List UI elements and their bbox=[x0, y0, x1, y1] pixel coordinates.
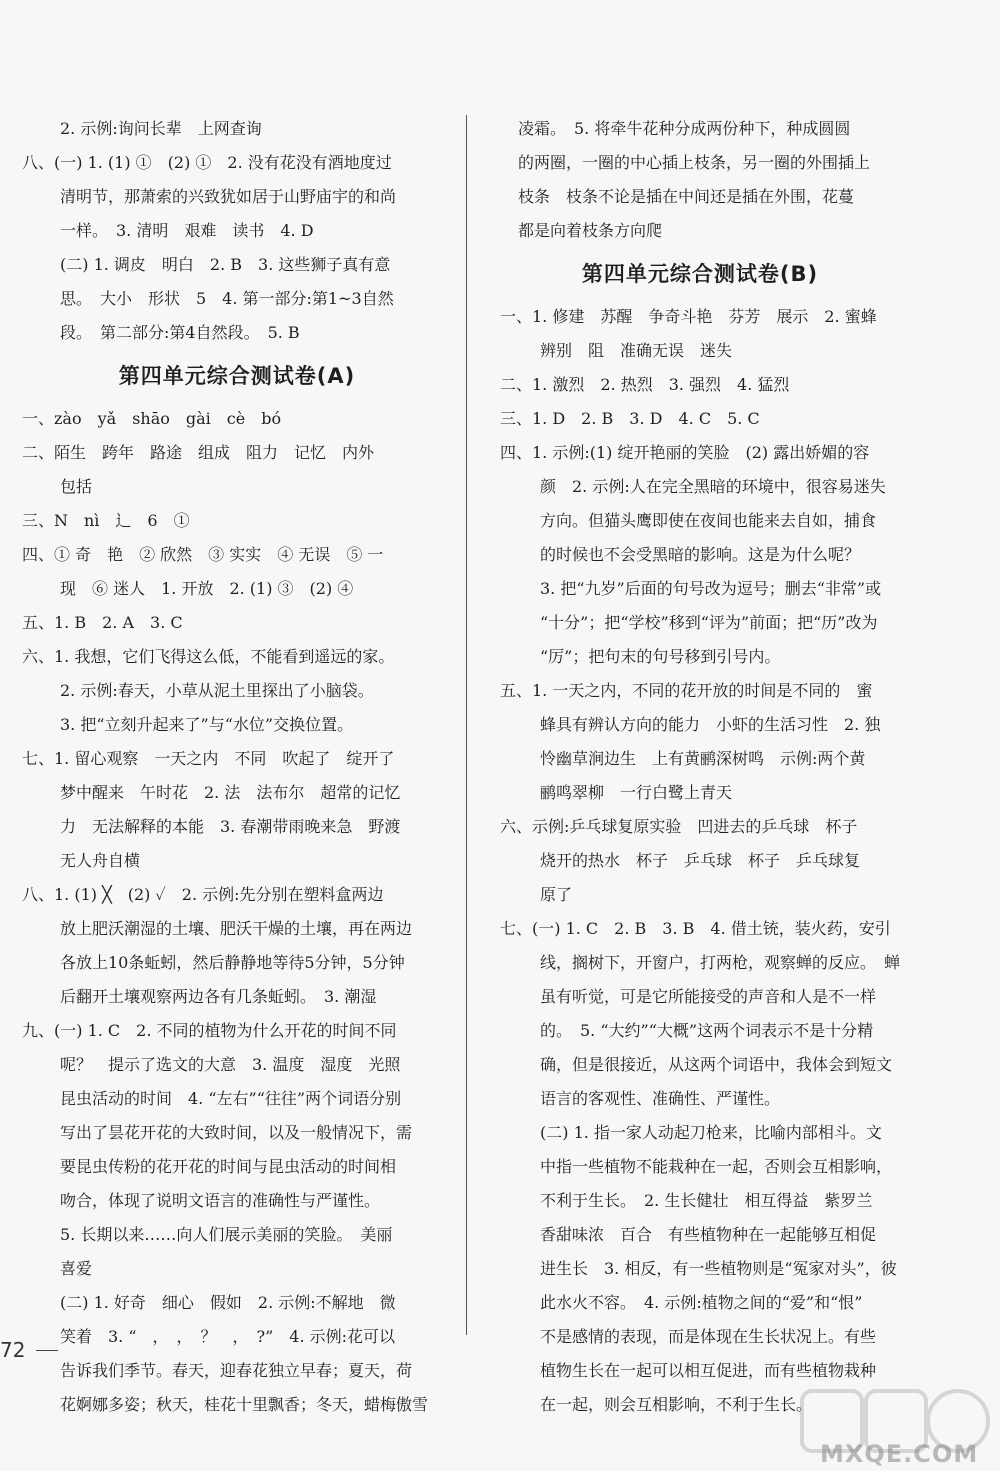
answer-line: 花婀娜多姿；秋天，桂花十里飘香；冬天，蜡梅傲雪 bbox=[60, 1395, 429, 1414]
answer-line: 一样。 3. 清明 艰难 读书 4. D bbox=[60, 221, 314, 240]
answer-line: 虽有听觉，可是它所能接受的声音和人是不一样 bbox=[540, 987, 877, 1006]
answer-line: 九、(一) 1. C 2. 不同的植物为什么开花的时间不同 bbox=[22, 1021, 397, 1040]
answer-line: 烧开的热水 杯子 乒乓球 杯子 乒乓球复 bbox=[540, 851, 861, 870]
answer-line: 后翻开土壤观察两边各有几条蚯蚓。 3. 潮湿 bbox=[60, 987, 377, 1006]
answer-line: 二、1. 激烈 2. 热烈 3. 强烈 4. 猛烈 bbox=[500, 375, 790, 394]
answer-line: 四、① 奇 艳 ② 欣然 ③ 实实 ④ 无误 ⑤ 一 bbox=[22, 545, 384, 564]
answer-line: 无人舟自横 bbox=[60, 851, 141, 870]
answer-line: 梦中醒来 午时花 2. 法 法布尔 超常的记忆 bbox=[60, 783, 401, 802]
answer-line: 一、1. 修建 苏醒 争奇斗艳 芬芳 展示 2. 蜜蜂 bbox=[500, 307, 877, 326]
answer-line: 在一起，则会互相影响，不利于生长。 bbox=[540, 1395, 813, 1414]
answer-line: (二) 1. 好奇 细心 假如 2. 示例:不解地 微 bbox=[60, 1293, 396, 1312]
answer-line: 二、陌生 跨年 路途 组成 阻力 记忆 内外 bbox=[22, 443, 375, 462]
answer-line: 怜幽草涧边生 上有黄鹂深树鸣 示例:两个黄 bbox=[540, 749, 866, 768]
answer-line: 3. 把“立刻升起来了”与“水位”交换位置。 bbox=[60, 715, 354, 734]
answer-line: 鹂鸣翠柳 一行白鹭上青天 bbox=[540, 783, 733, 802]
answer-line: 此水火不容。 4. 示例:植物之间的“爱”和“恨” bbox=[540, 1293, 863, 1312]
right-column bbox=[500, 112, 900, 1422]
answer-line: 方向。但猫头鹰即使在夜间也能来去自如，捕食 bbox=[540, 511, 877, 530]
answer-line: 吻合，体现了说明文语言的准确性与严谨性。 bbox=[60, 1191, 381, 1210]
answer-line: 三、1. D 2. B 3. D 4. C 5. C bbox=[500, 409, 760, 428]
answer-line: 八、(一) 1. (1) ① (2) ① 2. 没有花没有酒地度过 bbox=[22, 153, 392, 172]
answer-line: 六、示例:乒乓球复原实验 凹进去的乒乓球 杯子 bbox=[500, 817, 858, 836]
answer-line: 香甜味浓 百合 有些植物种在一起能够互相促 bbox=[540, 1225, 877, 1244]
answer-line: 要昆虫传粉的花开花的时间与昆虫活动的时间相 bbox=[60, 1157, 397, 1176]
section-heading: 第四单元综合测试卷(A) bbox=[118, 364, 356, 388]
answer-line: (二) 1. 调皮 明白 2. B 3. 这些狮子真有意 bbox=[60, 255, 391, 274]
answer-line: 颜 2. 示例:人在完全黑暗的环境中，很容易迷失 bbox=[540, 477, 886, 496]
section-heading: 第四单元综合测试卷(B) bbox=[581, 262, 819, 286]
answer-line: 进生长 3. 相反，有一些植物则是“冤家对头”，彼 bbox=[540, 1259, 897, 1278]
answer-line: (二) 1. 指一家人动起刀枪来，比喻内部相斗。文 bbox=[540, 1123, 882, 1142]
answer-line: 各放上10条蚯蚓，然后静静地等待5分钟，5分钟 bbox=[60, 953, 405, 972]
answer-line: 不利于生长。 2. 生长健壮 相互得益 紫罗兰 bbox=[540, 1191, 873, 1210]
left-column bbox=[22, 112, 452, 1422]
answer-line: 凌霜。 5. 将牵牛花种分成两份种下，种成圆圆 bbox=[518, 119, 851, 138]
answer-line: 四、1. 示例:(1) 绽开艳丽的笑脸 (2) 露出娇媚的容 bbox=[500, 443, 870, 462]
answer-line: 放上肥沃潮湿的土壤、肥沃干燥的土壤，再在两边 bbox=[60, 919, 413, 938]
answer-line: 原了 bbox=[540, 885, 573, 904]
answer-line: 5. 长期以来……向人们展示美丽的笑脸。 美丽 bbox=[60, 1225, 393, 1244]
answer-line: 呢？ 提示了选文的大意 3. 温度 湿度 光照 bbox=[60, 1055, 401, 1074]
answer-line: 力 无法解释的本能 3. 春潮带雨晚来急 野渡 bbox=[60, 817, 401, 836]
answer-line: 七、1. 留心观察 一天之内 不同 吹起了 绽开了 bbox=[22, 749, 395, 768]
column-divider bbox=[466, 115, 467, 1335]
answer-line: 写出了昙花开花的大致时间，以及一般情况下，需 bbox=[60, 1123, 413, 1142]
answer-line: 笑着 3. “ ， ， ？ ， ?” 4. 示例:花可以 bbox=[60, 1327, 396, 1346]
answer-line: 六、1. 我想，它们飞得这么低，不能看到遥远的家。 bbox=[22, 647, 395, 666]
answer-line: 植物生长在一起可以相互促进，而有些植物栽种 bbox=[540, 1361, 877, 1380]
page-number: 72 bbox=[0, 1338, 26, 1362]
answer-line: 八、1. (1) ╳ (2) ✓ 2. 示例:先分别在塑料盒两边 bbox=[22, 885, 384, 904]
answer-line: 包括 bbox=[60, 477, 93, 496]
answer-line: 2. 示例:询问长辈 上网查询 bbox=[60, 119, 262, 138]
answer-line: 蜂具有辨认方向的能力 小虾的生活习性 2. 独 bbox=[540, 715, 881, 734]
answer-line: 中指一些植物不能栽种在一起，否则会互相影响， bbox=[540, 1157, 893, 1176]
answer-line: 线，搁树下，开窗户，打两枪，观察蝉的反应。 蝉 bbox=[540, 953, 900, 972]
page-number-dash bbox=[36, 1350, 58, 1351]
watermark-url: MXQE.COM bbox=[820, 1440, 979, 1468]
answer-line: 段。 第二部分:第4自然段。 5. B bbox=[60, 323, 300, 342]
answer-line: 3. 把“九岁”后面的句号改为逗号；删去“非常”或 bbox=[540, 579, 882, 598]
answer-line: 喜爱 bbox=[60, 1259, 93, 1278]
answer-line: 五、1. B 2. A 3. C bbox=[22, 613, 183, 632]
answer-line: 的两圈，一圈的中心插上枝条，另一圈的外围插上 bbox=[518, 153, 871, 172]
answer-line: 语言的客观性、准确性、严谨性。 bbox=[540, 1089, 781, 1108]
answer-line: 辨别 阻 准确无误 迷失 bbox=[540, 341, 733, 360]
answer-line: 的。 5. “大约”“大概”这两个词表示不是十分精 bbox=[540, 1021, 874, 1040]
answer-line: 思。 大小 形状 5 4. 第一部分:第1~3自然 bbox=[60, 289, 394, 308]
answer-line: 2. 示例:春天，小草从泥土里探出了小脑袋。 bbox=[60, 681, 374, 700]
answer-line: 枝条 枝条不论是插在中间还是插在外围，花蔓 bbox=[518, 187, 855, 206]
answer-line: 确，但是很接近，从这两个词语中，我体会到短文 bbox=[540, 1055, 893, 1074]
answer-line: 昆虫活动的时间 4. “左右”“往往”两个词语分别 bbox=[60, 1089, 402, 1108]
answer-line: 五、1. 一天之内，不同的花开放的时间是不同的 蜜 bbox=[500, 681, 873, 700]
answer-line: 一、zào yǎ shāo gài cè bó bbox=[22, 409, 282, 428]
answer-line: 不是感情的表现，而是体现在生长状况上。有些 bbox=[540, 1327, 877, 1346]
answer-line: 的时候也不会受黑暗的影响。这是为什么呢？ bbox=[540, 545, 861, 564]
answer-line: 告诉我们季节。春天，迎春花独立早春；夏天，荷 bbox=[60, 1361, 413, 1380]
answer-line: “厉”；把句末的句号移到引号内。 bbox=[540, 647, 781, 666]
answer-line: 清明节，那萧索的兴致犹如居于山野庙宇的和尚 bbox=[60, 187, 397, 206]
answer-line: 三、N nì 辶 6 ① bbox=[22, 511, 190, 530]
answer-line: 七、(一) 1. C 2. B 3. B 4. 借土铳，装火药，安引 bbox=[500, 919, 891, 938]
answer-line: 都是向着枝条方向爬 bbox=[518, 221, 663, 240]
answer-line: 现 ⑥ 迷人 1. 开放 2. (1) ③ (2) ④ bbox=[60, 579, 354, 598]
answer-line: “十分”；把“学校”移到“评为”前面；把“历”改为 bbox=[540, 613, 878, 632]
